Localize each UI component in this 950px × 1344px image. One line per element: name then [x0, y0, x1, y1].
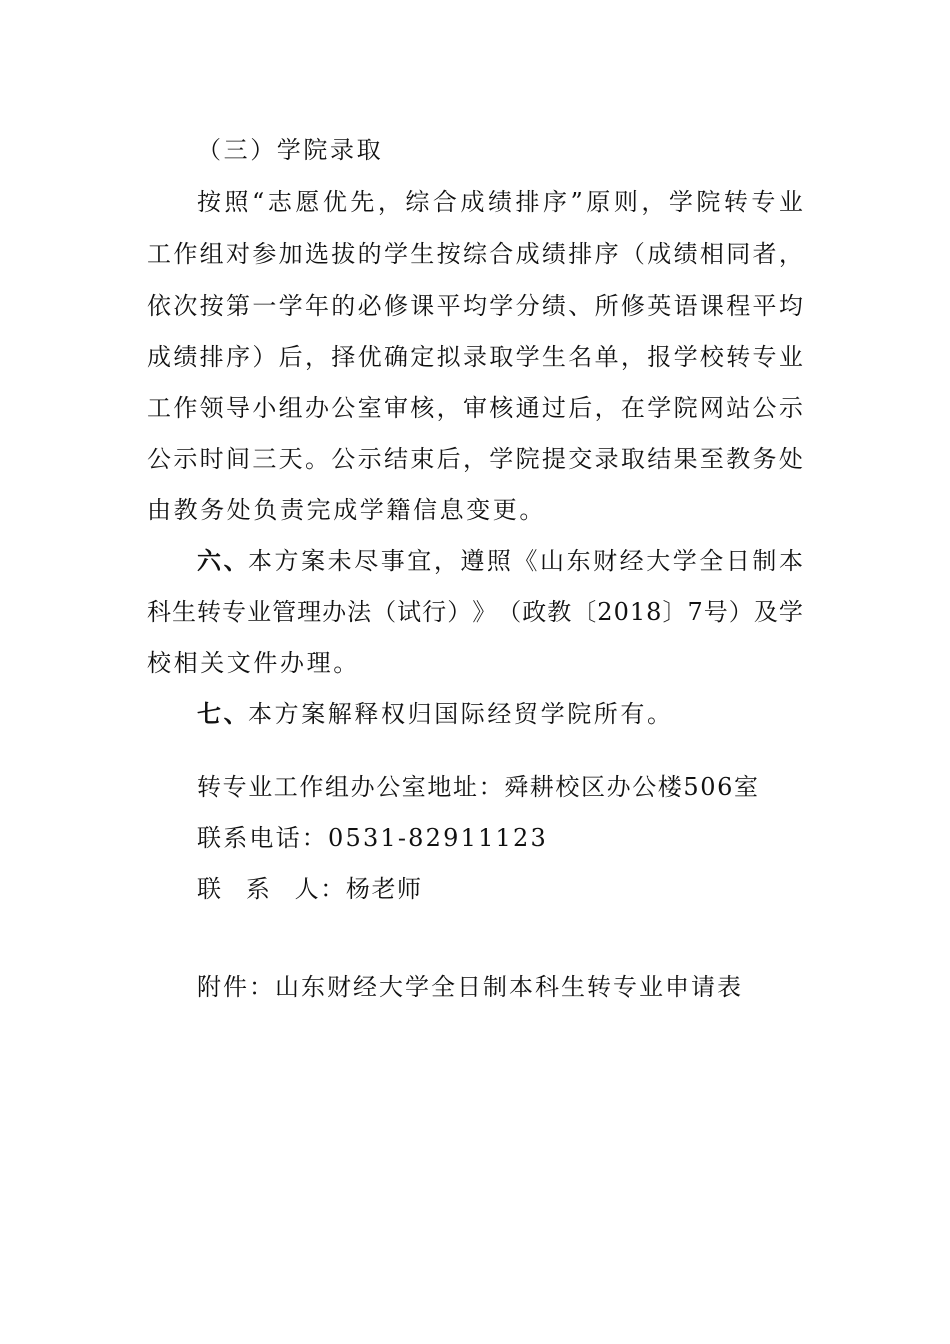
paragraph-line: 成 绩 排 序 ） 后 ， 择 优 确 定 拟 录 取 学 生 名 单 ， 报 学 校 转 专 业 [147, 343, 803, 371]
item-seven-label: 七、 [197, 699, 251, 728]
paragraph-line: 工 作 组 对 参 加 选 拔 的 学 生 按 综 合 成 绩 排 序 （ 成 绩 相 同 者 ， [147, 240, 803, 268]
attachment-note: 附件：山东财经大学全日制本科生转专业申请表 [197, 973, 743, 1001]
item-seven-text: 本方案解释权归国际经贸学院所有。 [248, 700, 674, 728]
paragraph-line: 由教务处负责完成学籍信息变更。 [147, 496, 546, 524]
item-six-line: 本 方 案 未 尽 事 宜 ， 遵 照 《 山 东 财 经 大 学 全 日 制 本 [248, 547, 803, 575]
paragraph-line: 按 照 “ 志 愿 优 先 ， 综 合 成 绩 排 序 ” 原 则 ， 学 院 转 专 业 [197, 188, 803, 216]
section-title: （三）学院录取 [197, 136, 384, 164]
item-six-line: 校相关文件办理。 [147, 649, 360, 677]
paragraph-line: 工 作 领 导 小 组 办 公 室 审 核 ， 审 核 通 过 后 ， 在 学 院 网 站 公 示 [147, 394, 803, 422]
item-six-line: 科 生 转 专 业 管 理 办 法 （ 试 行 ） 》 （ 政 教 〔 2 0 1 8 〕 7 号 ） 及 学 [147, 598, 803, 626]
paragraph-line: 公 示 时 间 三 天 。 公 示 结 束 后 ， 学 院 提 交 录 取 结 果 至 教 务 处 [147, 445, 803, 473]
office-address: 转专业工作组办公室地址：舜耕校区办公楼506室 [197, 773, 760, 801]
contact-phone: 联系电话：0531-82911123 [197, 824, 548, 852]
item-six-label: 六、 [197, 546, 251, 575]
contact-person: 联 系 人：杨老师 [197, 875, 423, 903]
paragraph-line: 依 次 按 第 一 学 年 的 必 修 课 平 均 学 分 绩 、 所 修 英 语 课 程 平 均 [147, 292, 803, 320]
